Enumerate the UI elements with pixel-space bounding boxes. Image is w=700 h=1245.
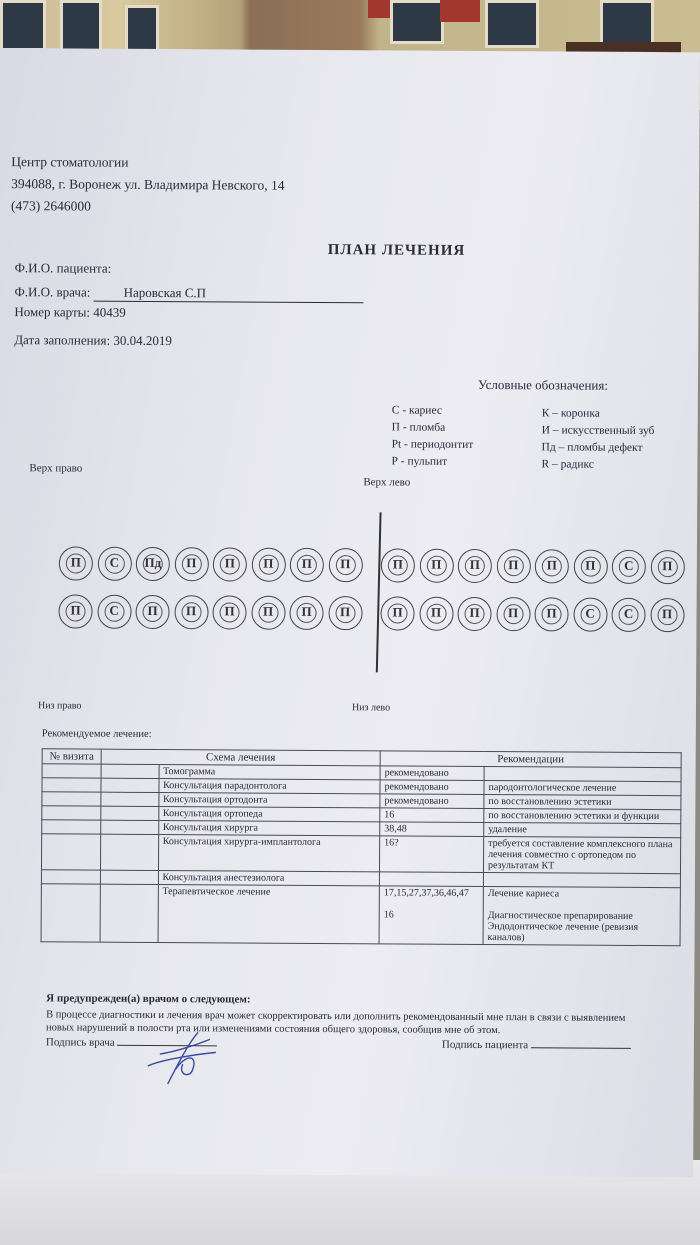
teeth-cell: рекомендовано: [380, 794, 484, 809]
doctor-label: Ф.И.О. врача:: [14, 284, 91, 300]
spacer-cell: [100, 834, 158, 870]
legend-item: К – коронка: [541, 407, 600, 420]
note-cell: [484, 767, 681, 782]
visit-cell: [41, 834, 100, 870]
header-recommendations: Рекомендации: [380, 751, 681, 768]
document-page: [0, 48, 700, 1177]
clinic-name: Центр стоматологии: [11, 154, 129, 170]
clinic-phone: (473) 2646000: [10, 198, 91, 214]
tooth-mark: С: [623, 605, 634, 621]
tooth: [650, 550, 684, 584]
page-title: ПЛАН ЛЕЧЕНИЯ: [327, 242, 466, 259]
tooth: [328, 596, 362, 630]
spacer-cell: [100, 870, 158, 884]
tooth-mark: П: [70, 554, 81, 570]
teeth-cell: рекомендовано: [380, 766, 484, 781]
doctor-sign-label: Подпись врача: [45, 1036, 115, 1049]
note-cell: Лечение кариеса Диагностическое препарирование Эндодонтическое лечение (ревизия каналов): [483, 887, 680, 946]
header-visit: № визита: [42, 749, 101, 764]
note-cell: пародонтологическое лечение: [484, 781, 681, 796]
patient-signature-line: [442, 1039, 631, 1052]
scheme-cell: Консультация парадонтолога: [159, 779, 380, 794]
teeth-cell: 16: [380, 808, 484, 823]
tooth: [251, 596, 285, 630]
tooth: [573, 598, 607, 632]
spacer-cell: [101, 778, 159, 792]
tooth: [496, 597, 530, 631]
tooth-mark: П: [224, 555, 235, 571]
card-label: Номер карты:: [14, 304, 91, 320]
tooth: [136, 547, 170, 581]
card-field: [14, 304, 125, 321]
card-value: 40439: [93, 304, 126, 320]
legend-item: R – радикс: [541, 458, 594, 471]
teeth-cell: 38,48: [380, 822, 484, 837]
legend-item: Р - пульпит: [391, 455, 448, 468]
visit-cell: [42, 778, 101, 792]
tooth-mark: П: [546, 557, 557, 573]
legend-item: Пд – пломбы дефект: [541, 441, 643, 454]
scheme-cell: Консультация ортодонта: [158, 793, 379, 808]
jaw-midline: [376, 512, 381, 672]
note-cell: [483, 873, 680, 888]
treatment-table: [41, 748, 682, 946]
visit-cell: [42, 806, 101, 820]
scheme-cell: Консультация ортопеда: [158, 807, 379, 822]
date-value: 30.04.2019: [113, 332, 172, 349]
visit-cell: [41, 870, 100, 884]
legend-item: И – искусственный зуб: [541, 424, 655, 438]
tooth: [573, 550, 607, 584]
tooth-mark: П: [186, 555, 197, 571]
tooth: [328, 548, 362, 582]
visit-cell: [42, 792, 101, 806]
tooth: [534, 597, 568, 631]
tooth: [97, 595, 131, 629]
spacer-cell: [101, 806, 159, 820]
tooth-mark: П: [546, 605, 557, 621]
tooth: [212, 595, 246, 629]
note-cell: по восстановлению эстетики: [484, 795, 681, 810]
patient-label: Ф.И.О. пациента:: [14, 260, 112, 276]
tooth: [611, 598, 645, 632]
legend-title: Условные обозначения:: [477, 376, 609, 393]
tooth-mark: П: [301, 555, 312, 571]
clinic-address: 394088, г. Воронеж ул. Владимира Невского, 14: [11, 176, 285, 193]
warning-title: Я предупрежден(а) врачом о следующем:: [46, 992, 251, 1006]
tooth: [381, 548, 415, 582]
note-cell: по восстановлению эстетики и функции: [484, 809, 681, 824]
tooth-mark: П: [430, 604, 442, 620]
tooth: [496, 549, 530, 583]
tooth-mark: П: [147, 602, 158, 619]
tooth-mark: П: [661, 606, 673, 622]
tooth-mark: П: [185, 603, 197, 619]
table-row: [41, 834, 680, 874]
warning-text: В процессе диагностики и лечения врач может скорректировать или дополнить рекомендованный мне план в связи с выявлением новых нарушений в полости рта или изменениями состояния общего здоровья, сообщив мне об этом.: [45, 1009, 626, 1037]
legend-right: [541, 405, 654, 474]
legend-item: П - пломба: [391, 421, 446, 434]
note-cell: удаление: [484, 823, 681, 838]
tooth-mark: С: [109, 602, 119, 618]
tooth: [97, 547, 131, 581]
teeth-cell: [379, 872, 483, 887]
tooth: [174, 547, 208, 581]
tooth-mark: П: [508, 557, 519, 573]
label-bottom-right: Низ право: [37, 700, 82, 712]
scheme-cell: Томограмма: [159, 765, 380, 780]
tooth-mark: П: [301, 603, 312, 619]
tooth-mark: П: [340, 556, 351, 572]
tooth: [290, 548, 324, 582]
tooth: [58, 594, 92, 628]
tooth: [650, 598, 684, 632]
doctor-signature: [138, 1024, 218, 1094]
patient-sign-label: Подпись пациента: [441, 1038, 529, 1052]
tooth-mark: С: [585, 605, 595, 621]
label-bottom-left: Низ лево: [351, 702, 391, 714]
visit-cell: [41, 884, 100, 942]
tooth-mark: П: [224, 603, 235, 619]
tooth-mark: П: [585, 557, 596, 573]
visit-cell: [42, 820, 101, 834]
teeth-cell: 17,15,27,37,36,46,47 16: [379, 886, 483, 945]
legend-item: Pt - периодонтит: [391, 438, 474, 451]
tooth-mark: П: [392, 604, 403, 620]
tooth-mark: П: [70, 602, 81, 618]
tooth-mark: П: [469, 556, 480, 572]
scheme-cell: Консультация хирурга: [158, 821, 379, 836]
tooth-mark: Пд: [144, 554, 162, 571]
tooth-mark: П: [339, 604, 351, 620]
doctor-field: [14, 284, 363, 303]
tooth: [213, 547, 247, 581]
teeth-cell: рекомендовано: [380, 780, 484, 795]
tooth: [251, 548, 285, 582]
legend-item: С - кариес: [391, 404, 443, 417]
visit-cell: [42, 764, 101, 778]
spacer-cell: [100, 884, 158, 942]
tooth: [419, 597, 453, 631]
doctor-value: Наровская С.П: [94, 285, 364, 304]
scheme-cell: Терапевтическое лечение: [158, 885, 380, 944]
patient-field: [15, 260, 112, 277]
date-label: Дата заполнения:: [14, 332, 111, 348]
tooth: [135, 595, 169, 629]
tooth: [289, 596, 323, 630]
tooth: [457, 597, 491, 631]
tooth-mark: П: [469, 604, 480, 620]
spacer-cell: [101, 764, 159, 778]
tooth: [174, 595, 208, 629]
tooth: [612, 550, 646, 584]
table-row: [41, 884, 680, 946]
scheme-cell: Консультация хирурга-имплантолога: [158, 835, 380, 872]
scheme-cell: Консультация анестезиолога: [158, 871, 379, 886]
tooth-mark: П: [431, 556, 442, 572]
tooth: [380, 596, 414, 630]
header-scheme: Схема лечения: [101, 749, 380, 766]
label-top-right: Верх право: [29, 462, 83, 475]
spacer-cell: [101, 820, 159, 834]
spacer-cell: [101, 792, 159, 806]
legend-left: [391, 402, 473, 470]
tooth-mark: П: [392, 556, 403, 572]
tooth-mark: С: [624, 557, 634, 573]
tooth: [458, 549, 492, 583]
tooth: [59, 546, 93, 580]
tooth-mark: П: [507, 605, 519, 621]
tooth: [419, 549, 453, 583]
tooth: [535, 549, 569, 583]
tooth-mark: С: [109, 554, 120, 570]
recommended-label: Рекомендуемое лечение:: [41, 728, 152, 740]
tooth-mark: П: [262, 603, 274, 619]
label-top-left: Верх лево: [363, 476, 411, 489]
tooth-mark: П: [263, 555, 274, 571]
teeth-cell: 16?: [379, 836, 483, 873]
note-cell: требуется составление комплексного плана лечения совместно с ортопедом по результатам КТ: [483, 837, 680, 874]
tooth-mark: П: [662, 558, 673, 574]
date-field: [14, 332, 172, 349]
